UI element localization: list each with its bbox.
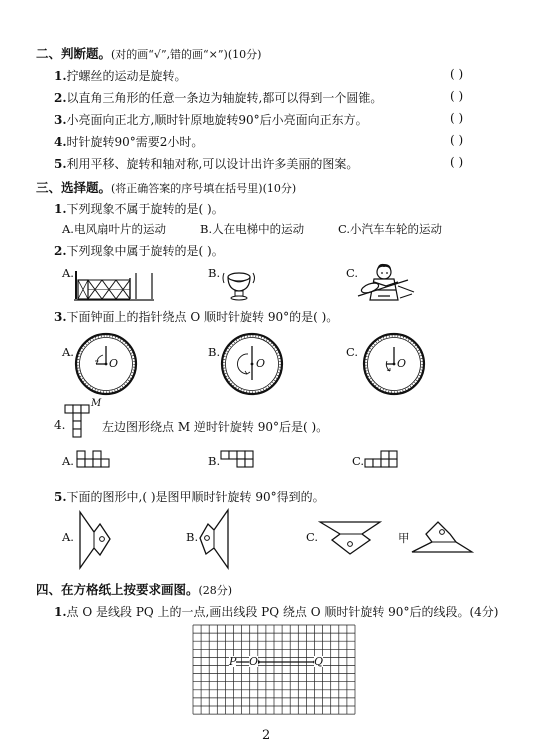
q4-option-c-shape	[364, 450, 400, 470]
draw-q1	[54, 603, 498, 620]
judge-answer-paren-3[interactable]: ( )	[450, 111, 464, 125]
choice-q2-label-a[interactable]: A.	[62, 266, 74, 280]
judge-item-5	[54, 155, 358, 172]
choice-q4-text: 左边图形绕点 M 逆时针旋转 90°后是( )。	[102, 420, 329, 434]
section-3-heading	[36, 178, 296, 196]
clock-a-picture	[74, 332, 138, 396]
judge-item-text: 小亮面向正北方,顺时针原地旋转90°后小亮面向正东方。	[66, 113, 368, 127]
choice-q3-label-a[interactable]: A.	[62, 345, 74, 359]
judge-item-text: 利用平移、旋转和轴对称,可以设计出许多美丽的图案。	[66, 157, 359, 171]
clock-b-picture	[220, 332, 284, 396]
section-4-title: 四、在方格纸上按要求画图。	[36, 582, 199, 597]
judge-item-num: 3.	[54, 113, 67, 127]
q4-option-b-shape	[220, 450, 256, 470]
choice-q5-text: 下面的图形中,( )是图甲顺时针旋转 90°得到的。	[66, 490, 325, 504]
judge-item-num: 2.	[54, 91, 67, 105]
q4-option-a-shape	[76, 450, 112, 470]
clock-c-point-label: O	[397, 357, 407, 370]
grid-paper[interactable]	[192, 624, 358, 716]
judge-item-num: 1.	[54, 69, 67, 83]
choice-q3-num: 3.	[54, 310, 67, 324]
grid-point-o-label: O	[249, 655, 259, 668]
choice-q4-label-c[interactable]: C.	[352, 454, 365, 468]
grid-point-p-label: P	[229, 655, 237, 668]
choice-q3-label-b[interactable]: B.	[208, 345, 221, 359]
judge-item-num: 4.	[54, 135, 67, 149]
judge-item-1	[54, 67, 187, 84]
clock-b-point-label: O	[256, 357, 266, 370]
choice-q5	[54, 488, 325, 505]
choice-q4-label-a[interactable]: A.	[62, 454, 74, 468]
choice-q1-option-c[interactable]: C.小汽车车轮的运动	[338, 222, 443, 236]
page-number: 2	[262, 728, 271, 743]
choice-q5-label-a[interactable]: A.	[62, 530, 74, 544]
choice-q2	[54, 242, 224, 259]
choice-q4-num: 4.	[54, 418, 66, 432]
judge-answer-paren-4[interactable]: ( )	[450, 133, 464, 147]
q5-reference-shape	[410, 518, 474, 558]
q5-option-a-shape	[74, 510, 118, 570]
choice-q2-label-b[interactable]: B.	[208, 266, 221, 280]
choice-q1-option-b[interactable]: B.人在电梯中的运动	[200, 222, 305, 236]
section-2-title: 二、判断题。	[36, 46, 112, 61]
judge-item-4	[54, 133, 203, 150]
clock-c-picture	[362, 332, 426, 396]
judge-item-text: 以直角三角形的任意一条边为轴旋转,都可以得到一个圆锥。	[66, 91, 383, 105]
judge-answer-paren-2[interactable]: ( )	[450, 89, 464, 103]
section-2-heading	[36, 44, 261, 62]
choice-q2-text: 下列现象中属于旋转的是( )。	[66, 244, 224, 258]
choice-q5-label-b[interactable]: B.	[186, 530, 199, 544]
section-4-heading	[36, 580, 232, 598]
choice-q1-text: 下列现象不属于旋转的是( )。	[66, 202, 224, 216]
choice-q1-num: 1.	[54, 202, 67, 216]
judge-item-num: 5.	[54, 157, 67, 171]
choice-q2-label-c[interactable]: C.	[346, 266, 359, 280]
choice-q5-label-c[interactable]: C.	[306, 530, 319, 544]
q4-original-shape	[64, 404, 90, 440]
choice-q3-label-c[interactable]: C.	[346, 345, 359, 359]
judge-item-3	[54, 111, 368, 128]
grid-point-q-label: Q	[314, 655, 324, 668]
choice-q3	[54, 308, 338, 325]
draw-q1-text: 点 O 是线段 PQ 上的一点,画出线段 PQ 绕点 O 顺时针旋转 90°后的线段。(4分)	[66, 605, 499, 619]
choice-q5-num: 5.	[54, 490, 67, 504]
choice-q3-text: 下面钟面上的指针绕点 O 顺时针旋转 90°的是( )。	[66, 310, 339, 324]
violin-player-picture	[356, 262, 418, 304]
q4-point-m-label: M	[91, 398, 102, 409]
q5-option-c-shape	[318, 518, 382, 558]
sliding-gate-picture	[74, 268, 156, 302]
spinning-cup-picture	[222, 268, 256, 302]
q5-option-b-shape	[196, 508, 236, 570]
section-3-title: 三、选择题。	[36, 180, 112, 195]
section-3-note: (将正确答案的序号填在括号里)(10分)	[111, 182, 297, 195]
judge-item-text: 拧螺丝的运动是旋转。	[66, 69, 187, 83]
q5-reference-label: 甲	[398, 531, 410, 545]
section-2-note: (对的画“√”,错的画“×”)(10分)	[111, 48, 262, 61]
choice-q4-label-b[interactable]: B.	[208, 454, 221, 468]
choice-q1	[54, 200, 224, 217]
judge-answer-paren-1[interactable]: ( )	[450, 67, 464, 81]
judge-item-text: 时针旋转90°需要2小时。	[66, 135, 204, 149]
judge-item-2	[54, 89, 382, 106]
section-4-note: (28分)	[198, 584, 233, 597]
choice-q2-num: 2.	[54, 244, 67, 258]
choice-q1-option-a[interactable]: A.电风扇叶片的运动	[62, 222, 166, 236]
judge-answer-paren-5[interactable]: ( )	[450, 155, 464, 169]
draw-q1-num: 1.	[54, 605, 67, 619]
clock-a-point-label: O	[109, 357, 119, 370]
